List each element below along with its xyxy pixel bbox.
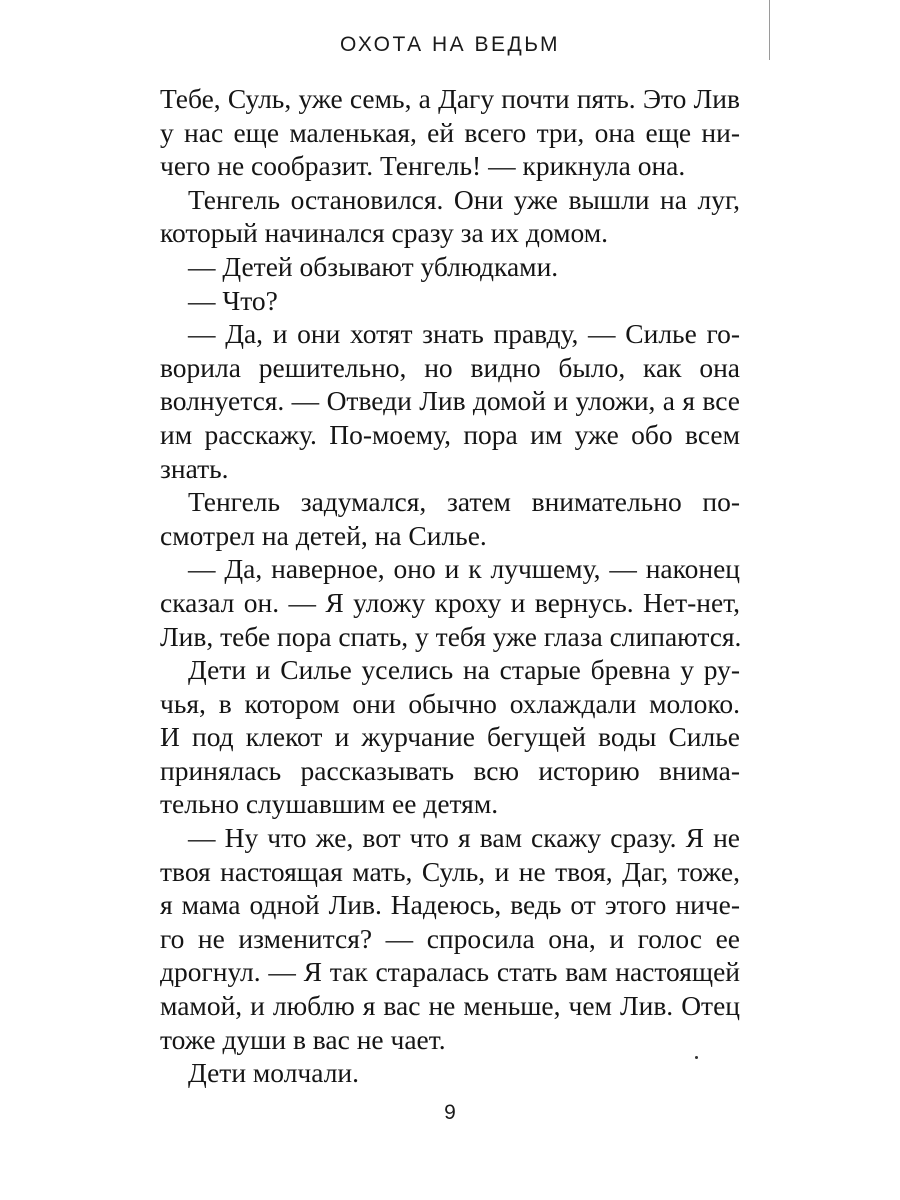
text-line: тоже души в вас не чает. [160,1023,446,1055]
text-line: — Что? [188,284,278,316]
text-line: ворила решительно, но видно было, как она [160,351,740,383]
text-line: Дети молчали. [188,1057,360,1089]
text-line: го не изменится? — спросила она, и голос ее [160,922,740,954]
text-line: смотрел на детей, на Силье. [160,519,487,551]
text-line: Тенгель задумался, затем внимательно по- [188,486,740,518]
text-line: И под клекот и журчание бегущей воды Силье [160,721,740,753]
body-text [160,82,740,1090]
text-line: им расскажу. По-моему, пора им уже обо всем [160,418,740,450]
page-edge-mark [769,0,770,60]
text-line: чья, в котором они обычно охлаждали молоко. [160,687,740,719]
text-line: мамой, и люблю я вас не меньше, чем Лив. Отец [160,990,740,1022]
text-line: Тенгель остановился. Они уже вышли на луг, [188,183,740,215]
text-line: сказал он. — Я уложу кроху и вернусь. Нет-нет, [160,586,740,618]
text-line: Лив, тебе пора спать, у тебя уже глаза слипаются. [160,620,742,652]
text-line: знать. [160,452,229,484]
text-line: дрогнул. — Я так старалась стать вам настоящей [160,956,740,988]
text-line: — Детей обзывают ублюдками. [188,250,559,282]
text-line: волнуется. — Отведи Лив домой и уложи, а я все [160,385,740,417]
text-line: принялась рассказывать всю историю внима- [160,754,740,786]
text-line: Дети и Силье уселись на старые бревна у ру- [188,654,740,686]
print-speck [695,1056,698,1059]
text-line: у нас еще маленькая, ей всего три, она еще ни- [160,116,740,148]
text-line: — Да, наверное, оно и к лучшему, — наконец [188,553,740,585]
running-head-title: ОХОТА НА ВЕДЬМ [339,33,561,56]
text-line: — Ну что же, вот что я вам скажу сразу. Я не [188,822,740,854]
page-number: 9 [444,1101,456,1124]
text-line: тельно слушавшим ее детям. [160,788,499,820]
text-line: который начинался сразу за их домом. [160,217,609,249]
text-line: я мама одной Лив. Надеюсь, ведь от этого ниче- [160,889,740,921]
text-line: твоя настоящая мать, Суль, и не твоя, Даг, тоже, [160,855,740,887]
text-line: чего не сообразит. Тенгель! — крикнула она. [160,150,686,182]
text-line: Тебе, Суль, уже семь, а Дагу почти пять. Это Лив [160,83,740,114]
text-line: — Да, и они хотят знать правду, — Силье го- [188,318,740,350]
